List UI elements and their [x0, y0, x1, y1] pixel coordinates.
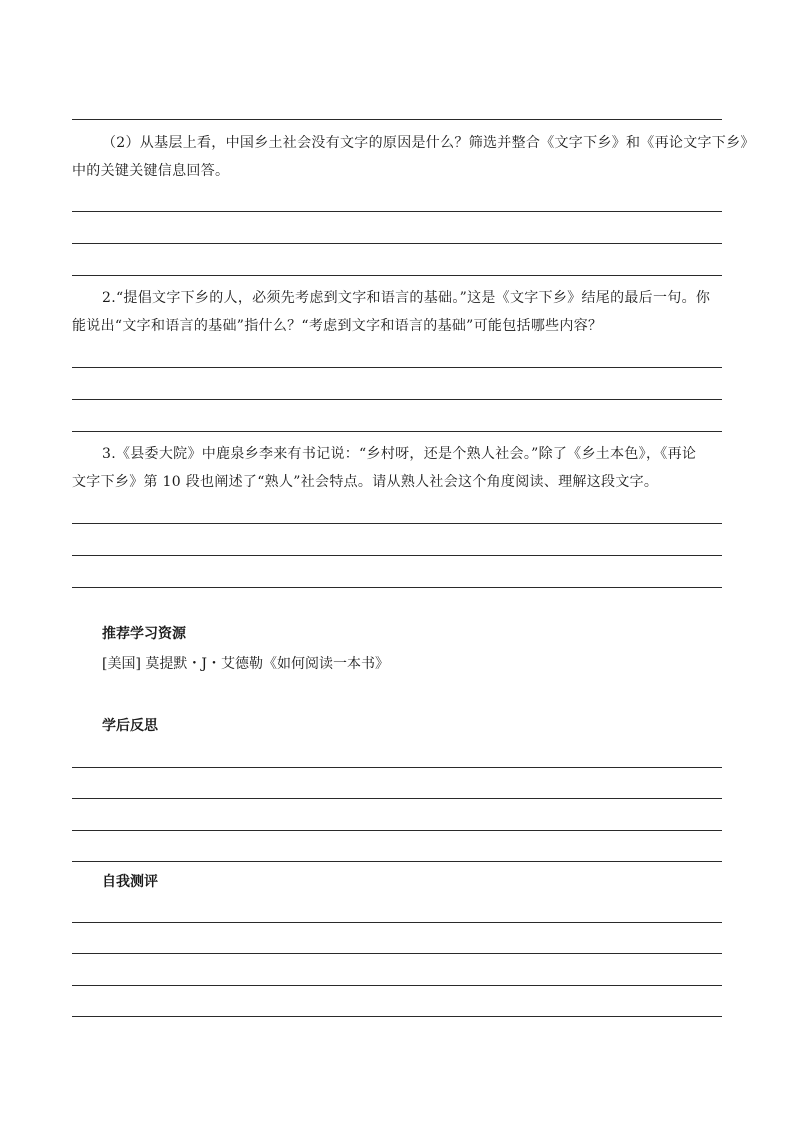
question-text-line: （2）从基层上看，中国乡土社会没有文字的原因是什么？筛选并整合《文字下乡》和《再论文字下乡》: [102, 135, 755, 151]
question-text-line: 文字下乡》第 10 段也阐述了“熟人”社会特点。请从熟人社会这个角度阅读、理解这段文字。: [72, 474, 659, 490]
question-text-line: 能说出“文字和语言的基础”指什么？“考虑到文字和语言的基础”可能包括哪些内容？: [72, 318, 603, 334]
resource-item: [美国] 莫提默・J・艾德勒《如何阅读一本书》: [102, 656, 389, 672]
answer-line: [72, 555, 722, 556]
self-assessment-heading: 自我测评: [102, 874, 158, 890]
resources-heading: 推荐学习资源: [102, 626, 186, 642]
reflection-heading: 学后反思: [102, 718, 158, 734]
answer-line: [72, 830, 722, 831]
answer-line: [72, 243, 722, 244]
question-text-line: 3.《县委大院》中鹿泉乡李来有书记说：“乡村呀，还是个熟人社会。”除了《乡土本色》，《再论: [102, 446, 697, 462]
answer-line: [72, 1016, 722, 1017]
answer-line: [72, 211, 722, 212]
answer-line: [72, 367, 722, 368]
answer-line: [72, 431, 722, 432]
answer-line: [72, 275, 722, 276]
answer-line: [72, 861, 722, 862]
answer-line: [72, 399, 722, 400]
answer-line: [72, 119, 722, 120]
question-3: [72, 440, 724, 496]
question-text-line: 中的关键关键信息回答。: [72, 163, 230, 179]
answer-line: [72, 953, 722, 954]
question-2-sub: [72, 129, 755, 185]
answer-line: [72, 523, 722, 524]
answer-line: [72, 985, 722, 986]
question-2: [72, 284, 724, 340]
answer-line: [72, 767, 722, 768]
answer-line: [72, 587, 722, 588]
answer-line: [72, 798, 722, 799]
question-text-line: 2.“提倡文字下乡的人，必须先考虑到文字和语言的基础。”这是《文字下乡》结尾的最后一句。你: [102, 290, 711, 306]
answer-line: [72, 922, 722, 923]
